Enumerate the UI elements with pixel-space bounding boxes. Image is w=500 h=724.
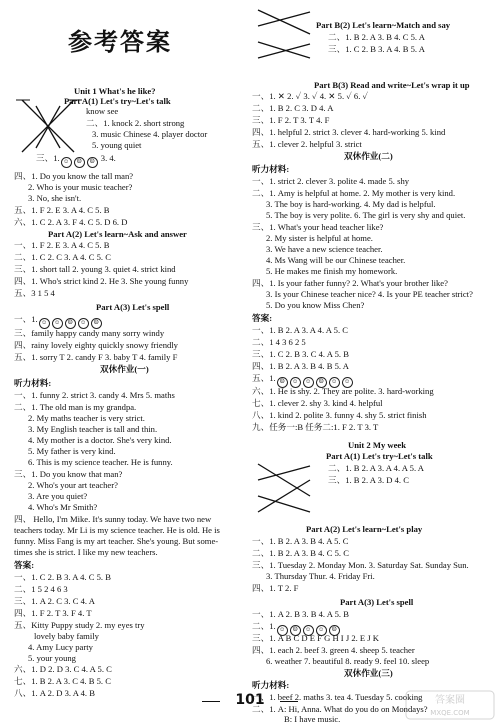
answer-line	[266, 233, 373, 243]
matching-lines-right-top	[254, 4, 316, 66]
answer-line	[28, 435, 172, 445]
answer-line	[252, 222, 383, 232]
answer-text: 二、1. A: Hi, Anna. What do you do on Mondays?	[252, 704, 428, 714]
answer-line	[14, 596, 95, 606]
answer-line	[252, 127, 445, 137]
answer-text: 四、1. Do you know the tall man?	[14, 171, 134, 181]
answer-text: 2. My sister is helpful at home.	[266, 233, 373, 243]
answer-text: 七、1. B 2. A 3. C 4. B 5. C	[14, 676, 111, 686]
answer-line	[252, 139, 362, 149]
answer-line	[252, 609, 349, 619]
answer-line	[14, 288, 55, 298]
sad-face-icon: ☹	[91, 318, 102, 329]
answer-text: 一、1.	[14, 314, 38, 324]
answer-text: 二、1. B 2. A 3. B 4. C 5. C	[252, 548, 349, 558]
answer-line	[14, 276, 188, 286]
answer-line	[14, 536, 218, 546]
answer-line	[266, 255, 405, 265]
answer-text: 听力材料:	[14, 378, 52, 388]
answer-line	[74, 86, 156, 96]
answer-line	[266, 266, 397, 276]
answer-line	[28, 424, 157, 434]
answer-line	[266, 210, 465, 220]
sad-face-icon: ☹	[87, 157, 98, 168]
answer-text: 6. This is my science teacher. He is funny.	[28, 457, 173, 467]
answer-text: 二、1. Amy is helpful at home. 2. My mother is very kind.	[252, 188, 456, 198]
answer-line	[252, 398, 383, 408]
answer-text: 六、1. He is shy. 2. They are polite. 3. hard-working	[252, 386, 434, 396]
answer-text: 五、Kitty Puppy study 2. my eyes try	[14, 620, 145, 630]
answer-line	[252, 645, 415, 655]
answer-text: Part A(1) Let's try~Let's talk	[326, 451, 433, 461]
answer-text: lovely baby family	[34, 631, 99, 641]
answer-text: Part A(2) Let's learn~Ask and answer	[48, 229, 187, 239]
answer-line	[328, 463, 424, 473]
answer-line	[14, 664, 112, 674]
answer-text: 双休作业(一)	[100, 364, 149, 374]
answer-text: 五、1. F 2. E 3. A 4. C 5. B	[14, 205, 110, 215]
answer-text: 6. weather 7. beautiful 8. ready 9. feel 10. sleep	[266, 656, 430, 666]
answer-text: 一、1. funny 2. strict 3. candy 4. Mrs 5. maths	[14, 390, 175, 400]
answer-text: 听力材料:	[252, 164, 290, 174]
answer-line	[28, 457, 173, 467]
answer-text: 一、1. B 2. A 3. A 4. A 5. C	[252, 325, 348, 335]
answer-line	[14, 688, 95, 698]
page-number: 101	[210, 692, 290, 708]
answer-text: 4. My mother is a doctor. She's very kind.	[28, 435, 172, 445]
answer-text: 3. My English teacher is tall and thin.	[28, 424, 158, 434]
svg-text:答案圈: 答案圈	[435, 695, 465, 706]
answer-text: 一、1. F 2. E 3. A 4. C 5. B	[14, 240, 110, 250]
answer-line	[28, 491, 87, 501]
answer-line	[252, 536, 348, 546]
answer-line	[252, 583, 298, 593]
answer-text: 2. My maths teacher is very strict.	[28, 413, 145, 423]
answer-text: 3. Is your Chinese teacher nice? 4. Is your PE teacher strict?	[266, 289, 473, 299]
answer-text: 二、1. knock 2. short strong	[86, 118, 185, 128]
answer-text: 三、1. F 2. T 3. T 4. F	[252, 115, 330, 125]
answer-line	[14, 572, 111, 582]
answer-text: 四、1. Who's strict kind 2. He 3. She young funny	[14, 276, 189, 286]
answer-line	[344, 151, 393, 161]
answer-line	[28, 480, 118, 490]
answer-text: 三、1. short tall 2. young 3. quiet 4. strict kind	[14, 264, 176, 274]
answer-line	[252, 278, 448, 288]
answer-text: 三、family happy candy many sorry windy	[14, 328, 165, 338]
answer-line	[252, 410, 427, 420]
answer-text: 2. Who is your music teacher?	[28, 182, 133, 192]
answer-line	[34, 631, 99, 641]
answer-text: 听力材料:	[252, 680, 290, 690]
answer-line	[92, 140, 141, 150]
answer-text: 双休作业(二)	[344, 151, 393, 161]
answer-line	[28, 642, 93, 652]
answer-text: 5. your young	[28, 653, 76, 663]
answer-text: Part A(3) Let's spell	[340, 597, 414, 607]
answer-text: 4. Who's Mr Smith?	[28, 502, 98, 512]
answer-text: Unit 2 My week	[348, 440, 406, 450]
answer-text: 二、1. C 2. C 3. A 4. C 5. C	[14, 252, 111, 262]
answer-line	[316, 20, 450, 30]
answer-text: 二、1 4 3 6 2 5	[252, 337, 306, 347]
answer-text: 答案:	[252, 313, 273, 323]
sad-face-icon: ☹	[316, 377, 327, 388]
answer-text: 一、1. A 2. B 3. B 4. A 5. B	[252, 609, 349, 619]
answer-line	[14, 352, 177, 362]
answer-line	[14, 676, 111, 686]
answer-text: 三、1. What's your head teacher like?	[252, 222, 384, 232]
answer-line	[252, 176, 409, 186]
answer-text: Part A(2) Let's learn~Let's play	[306, 524, 423, 534]
answer-text: Unit 1 What's he like?	[74, 86, 156, 96]
smile-face-icon: ☺	[78, 318, 89, 329]
answer-text: 二、1 5 2 4 6 3	[14, 584, 68, 594]
answer-line	[14, 378, 51, 388]
answer-text: times she is strict. I like my new teachers.	[14, 547, 158, 557]
answer-text: 二、1. B 2. C 3. D 4. A	[252, 103, 334, 113]
answer-line	[96, 302, 169, 312]
answer-text: 五、1.	[252, 373, 276, 383]
answer-text: 2. Who's your art teacher?	[28, 480, 118, 490]
sad-face-icon: ☹	[65, 318, 76, 329]
answer-line	[348, 440, 406, 450]
answer-line	[64, 96, 171, 106]
answer-line	[266, 244, 383, 254]
page-title: 参考答案	[68, 28, 172, 56]
answer-line	[14, 252, 111, 262]
answer-line	[14, 171, 133, 181]
answer-line	[252, 103, 333, 113]
answer-text: 5. young quiet	[92, 140, 142, 150]
answer-line	[252, 548, 349, 558]
answer-text: 3. We have a new science teacher.	[266, 244, 383, 254]
answer-text: 八、1. A 2. D 3. A 4. B	[14, 688, 95, 698]
answer-text: 四、1. T 2. F	[252, 583, 299, 593]
answer-text: 3. Thursday Thur. 4. Friday Fri.	[266, 571, 375, 581]
answer-text: 3. The boy is hard-working. 4. My dad is helpful.	[266, 199, 436, 209]
smile-face-icon: ☺	[316, 625, 327, 636]
answer-line	[252, 361, 349, 371]
smile-face-icon: ☺	[52, 318, 63, 329]
answer-text: 4. Ms Wang will be our Chinese teacher.	[266, 255, 406, 265]
answer-line	[14, 314, 103, 329]
answer-text: 3. Are you quiet?	[28, 491, 88, 501]
answer-text: 一、1. B 2. A 3. B 4. A 5. C	[252, 536, 349, 546]
answer-line	[14, 560, 34, 570]
smile-face-icon: ☺	[277, 625, 288, 636]
answer-line	[328, 44, 425, 54]
answer-line	[328, 475, 409, 485]
answer-text: 七、1. clever 2. shy 3. kind 4. helpful	[252, 398, 383, 408]
answer-line	[252, 349, 349, 359]
answer-line	[28, 193, 81, 203]
answer-text: 答案:	[14, 560, 35, 570]
answer-line	[14, 390, 175, 400]
answer-text: 二、1. B 2. A 3. A 4. A 5. A	[328, 463, 424, 473]
smile-face-icon: ☺	[61, 157, 72, 168]
answer-line	[14, 620, 145, 630]
answer-text: Part A(1) Let's try~Let's talk	[64, 96, 171, 106]
answer-line	[92, 129, 207, 139]
answer-line	[252, 313, 272, 323]
answer-text: 3. No, she isn't.	[28, 193, 82, 203]
answer-line	[14, 340, 178, 350]
answer-line	[28, 653, 76, 663]
answer-line	[344, 668, 393, 678]
answer-line	[86, 106, 118, 116]
answer-line	[252, 115, 329, 125]
answer-line	[306, 524, 422, 534]
answer-line	[28, 182, 132, 192]
answer-text: 四、1. B 2. A 3. B 4. B 5. A	[252, 361, 349, 371]
answer-text: 五、1. sorry T 2. candy F 3. baby T 4. family F	[14, 352, 178, 362]
answer-line	[266, 300, 364, 310]
answer-text: 四、rainy lovely eighty quickly snowy friendly	[14, 340, 178, 350]
answer-tail: 3. 4.	[98, 153, 116, 163]
answer-line	[14, 328, 164, 338]
smile-face-icon: ☺	[303, 377, 314, 388]
sad-face-icon: ☹	[277, 377, 288, 388]
answer-text: 四、1. F 2. T 3. F 4. T	[14, 608, 92, 618]
watermark-logo	[405, 690, 495, 720]
answer-text: 五、3 1 5 4	[14, 288, 55, 298]
answer-text: 六、1. D 2. D 3. C 4. A 5. C	[14, 664, 112, 674]
answer-text: 三、1. Tuesday 2. Monday Mon. 3. Saturday Sat. Sunday Sun.	[252, 560, 469, 570]
answer-text: 三、1. C 2. B 3. C 4. A 5. B	[252, 349, 349, 359]
answer-text: 3. music Chinese 4. player doctor	[92, 129, 208, 139]
answer-text: 一、1. ✕ 2. ✓ 3. ✓ 4. ✕ 5. ✓ 6. ✓	[252, 91, 369, 101]
answer-text: 二、1. B 2. A 3. B 4. C 5. A	[328, 32, 425, 42]
answer-text: 四、 Hello, I'm Mike. It's sunny today. We have two new	[14, 514, 212, 524]
smile-face-icon: ☺	[329, 377, 340, 388]
answer-text: 二、1. The old man is my grandpa.	[14, 402, 137, 412]
answer-text: 一、1. beef 2. maths 3. tea 4. Tuesday 5. cooking	[252, 692, 423, 702]
answer-line	[328, 32, 425, 42]
answer-text: funny. Miss Fang is my art teacher. She's young. But some-	[14, 536, 219, 546]
answer-text: 三、1. A B C D E F G H I J 2. E J K	[252, 633, 380, 643]
answer-text: 八、1. kind 2. polite 3. funny 4. shy 5. strict finish	[252, 410, 427, 420]
answer-text: 三、1. Do you know that man?	[14, 469, 123, 479]
answer-text: 三、1. C 2. B 3. A 4. B 5. A	[328, 44, 425, 54]
answer-text: 5. The boy is very polite. 6. The girl is very shy and quiet.	[266, 210, 466, 220]
answer-line	[100, 364, 149, 374]
answer-line	[266, 199, 436, 209]
sad-face-icon: ☹	[74, 157, 85, 168]
answer-text: 三、1.	[36, 153, 60, 163]
sad-face-icon: ☹	[329, 625, 340, 636]
answer-text: B: I have music.	[284, 714, 341, 724]
answer-text: Part A(3) Let's spell	[96, 302, 170, 312]
answer-text: 一、1. strict 2. clever 3. polite 4. made 5. shy	[252, 176, 410, 186]
answer-line	[326, 451, 433, 461]
answer-line	[14, 402, 136, 412]
smile-face-icon: ☺	[39, 318, 50, 329]
answer-line	[14, 205, 110, 215]
answer-text: 4. Amy Lucy party	[28, 642, 93, 652]
sad-face-icon: ☹	[290, 625, 301, 636]
smile-face-icon: ☺	[290, 377, 301, 388]
answer-text: 四、1. each 2. beef 3. green 4. sheep 5. teacher	[252, 645, 415, 655]
answer-line	[14, 547, 158, 557]
answer-line	[252, 680, 289, 690]
answer-text: 三、1. B 2. A 3. D 4. C	[328, 475, 409, 485]
answer-text: 5. He makes me finish my homework.	[266, 266, 398, 276]
answer-line	[266, 289, 473, 299]
answer-line	[252, 633, 379, 643]
answer-line	[266, 571, 375, 581]
answer-line	[36, 153, 116, 168]
answer-line	[14, 525, 220, 535]
answer-text: know see	[86, 106, 119, 116]
answer-text: teachers today. Mr Li is my science teacher. He is old. He is	[14, 525, 220, 535]
answer-line	[28, 502, 97, 512]
answer-line	[28, 446, 116, 456]
answer-text: 九、任务一:B 任务二:1. F 2. T 3. T	[252, 422, 379, 432]
answer-text: 二、1.	[252, 621, 276, 631]
answer-text: 三、1. A 2. C 3. C 4. A	[14, 596, 95, 606]
answer-text: 四、1. Is your father funny? 2. What's your brother like?	[252, 278, 448, 288]
answer-line	[266, 656, 429, 666]
answer-text: 四、1. helpful 2. strict 3. clever 4. hard-working 5. kind	[252, 127, 446, 137]
answer-line	[314, 80, 470, 90]
answer-line	[14, 217, 127, 227]
answer-line	[252, 386, 434, 396]
svg-text:MXQE.COM: MXQE.COM	[430, 709, 470, 717]
smile-face-icon: ☺	[303, 625, 314, 636]
answer-line	[252, 337, 306, 347]
answer-line	[340, 597, 413, 607]
answer-text: 五、1. clever 2. helpful 3. strict	[252, 139, 362, 149]
matching-lines-right-bottom	[254, 460, 316, 518]
answer-line	[252, 325, 348, 335]
answer-line	[252, 188, 455, 198]
answer-line	[14, 608, 92, 618]
answer-line	[14, 584, 68, 594]
smile-face-icon: ☺	[342, 377, 353, 388]
answer-text: 5. My father is very kind.	[28, 446, 116, 456]
answer-line	[28, 413, 145, 423]
answer-text: 一、1. C 2. B 3. A 4. C 5. B	[14, 572, 111, 582]
answer-text: 六、1. C 2. A 3. F 4. C 5. D 6. D	[14, 217, 128, 227]
answer-text: 5. Do you know Miss Chen?	[266, 300, 365, 310]
answer-line	[14, 264, 176, 274]
answer-text: Part B(3) Read and write~Let's wrap it up	[314, 80, 470, 90]
answer-line	[252, 91, 368, 101]
answer-text: Part B(2) Let's learn~Match and say	[316, 20, 451, 30]
answer-line	[252, 560, 469, 570]
answer-line	[14, 514, 211, 524]
answer-line	[14, 469, 122, 479]
answer-line	[14, 240, 110, 250]
answer-text: 双休作业(三)	[344, 668, 393, 678]
answer-line	[252, 422, 378, 432]
answer-line	[86, 118, 184, 128]
answer-line	[252, 164, 289, 174]
answer-line	[48, 229, 187, 239]
